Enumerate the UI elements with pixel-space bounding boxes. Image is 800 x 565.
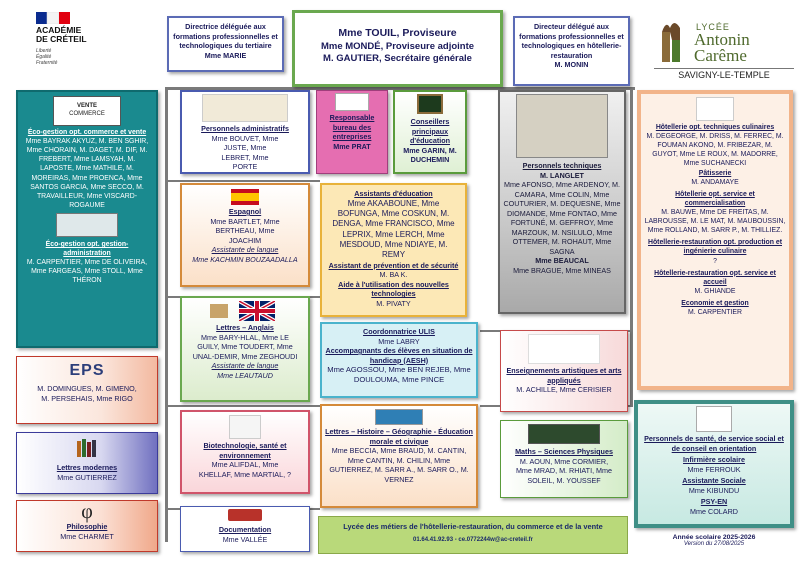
aesh-title: Accompagnants des élèves en situation de handicap (AESH): [325, 346, 473, 365]
admin-names: Mme BOUVET, Mme JUSTE, Mme LEBRET, Mme PORTE: [211, 133, 279, 171]
cpe-box: [393, 90, 467, 174]
hotel-production-title: Hôtellerie-restauration opt. production et ingénierie culinaire: [648, 239, 782, 256]
phi-icon: φ: [81, 501, 93, 523]
footer-title: Lycée des métiers de l'hôtellerie-restauration, du commerce et de la vente: [343, 522, 603, 531]
version-label: Version du 27/08/2025: [683, 541, 745, 547]
anglais-assistante-title: Assistante de langue: [211, 361, 279, 370]
sante-title: Personnels de santé, de service social et de conseil en orientation: [644, 434, 784, 453]
footer-banner: [318, 516, 628, 554]
documentation-title: Documentation: [218, 525, 272, 534]
lettres-histoire-box: [320, 404, 478, 508]
espagnol-box: [180, 183, 310, 287]
hotel-service-names: M. BAUWE, Mme DE FREITAS, M. LABROUSSE, M. LE MAT, M. MAUBOUSSIN, Mme ROLLAND, M. SARR P., M. THILLIEZ.: [644, 208, 786, 235]
documentation-box: [180, 506, 310, 552]
hotel-accueil-title: Hôtellerie-restauration opt. service et accueil: [654, 269, 776, 286]
lycee-label: LYCÉE: [696, 22, 730, 32]
connector-line: [630, 87, 633, 407]
doctor-icon: [696, 406, 732, 432]
handshake-icon: [335, 93, 369, 111]
directrice-tertiaire-box: [167, 16, 284, 72]
lycee-name-last: Carême: [694, 46, 747, 65]
infirmiere-title: Infirmière scolaire: [683, 455, 745, 464]
patisserie-title: Pâtisserie: [698, 169, 732, 177]
maths-title: Maths – Sciences Physiques: [515, 447, 613, 456]
anglais-title: Lettres – Anglais: [216, 323, 274, 332]
hotel-service-title: Hôtellerie opt. service et commercialisation: [675, 190, 755, 207]
ecogestion-gestion-names: M. CARPENTIER, Mme DE OLIVEIRA, Mme FARGEAS, Mme STOLL, Mme THÉRON: [26, 259, 148, 285]
biotech-names: Mme ALIFDAL, Mme KHELLAF, Mme MARTIAL, ?: [198, 460, 292, 479]
bureau-entreprises-box: [316, 90, 388, 174]
hotel-production-names: ?: [713, 257, 717, 265]
lycee-city: SAVIGNY-LE-TEMPLE: [654, 68, 794, 80]
directeur-name: M. MONIN: [554, 60, 589, 69]
arts-names: M. ACHILLE, Mme CERISIER: [516, 385, 612, 394]
directeur-hotellerie-box: [513, 16, 630, 86]
microscope-icon: [229, 415, 261, 439]
directeur-title: Directeur délégué aux formations professionnelles et technologiques en hôtellerie-restauration: [519, 22, 624, 60]
hotel-accueil-names: M. GHIANDE: [694, 287, 736, 295]
philosophie-names: Mme CHARMET: [60, 531, 114, 541]
espagnol-assistante-name: Mme KACHMIN BOUZAADALLA: [192, 254, 298, 264]
lycee-name-first: Antonin: [694, 30, 750, 49]
aed-box: [320, 183, 467, 317]
admin-box: [180, 90, 310, 174]
annee-label: Année scolaire 2025-2026: [672, 534, 756, 541]
blackboard-icon: [417, 94, 443, 114]
eps-box: [16, 356, 158, 424]
aesh-names: Mme AGOSSOU, Mme BEN REJEB, Mme DOULOUMA, Mme PINCE: [327, 365, 471, 385]
tice-names: M. PIVATY: [376, 298, 411, 308]
patisserie-names: M. ANDAMAYE: [691, 178, 739, 186]
annee-scolaire: [634, 534, 794, 547]
globe-icon: [375, 409, 423, 425]
direction-box: [292, 10, 503, 87]
anglais-names: Mme BARY-HLAL, Mme LE GUILY, Mme TOUDERT, Mme UNAL-DEMIR, Mme ZEGHOUDI: [192, 332, 298, 361]
academie-name: ACADÉMIE DE CRÉTEIL: [36, 25, 87, 45]
anglais-box: [180, 296, 310, 402]
espagnol-assistante-title: Assistante de langue: [211, 245, 279, 254]
philosophie-box: [16, 500, 158, 552]
cpe-names: Mme GARIN, M. DUCHEMIN: [403, 145, 457, 164]
lettres-modernes-box: [16, 432, 158, 494]
ulis-title: Coordonnatrice ULIS: [363, 327, 435, 336]
hotel-culinaires-names: M. DEGEORGE, M. DRISS, M. FERREC, M. FOUMAN AKONO, M. FRIBEZAR, M. GUYOT, Mme LE ROUX, M. MADORRE, Mme SUCHANECKI: [646, 133, 784, 168]
biotech-title: Biotechnologie, santé et environnement: [203, 441, 287, 460]
palette-icon: [528, 334, 600, 364]
book-icon: [228, 509, 262, 521]
philosophie-title: Philosophie: [66, 522, 108, 531]
lettres-histoire-title: Lettres – Histoire – Géographie - Éducation morale et civique: [325, 427, 473, 446]
uk-flag-icon: [239, 301, 275, 321]
lycee-logo: [654, 12, 794, 80]
eps-logo: EPS: [69, 362, 105, 379]
office-icon: [202, 94, 288, 122]
assistante-sociale-title: Assistante Sociale: [682, 476, 746, 485]
eps-names: M. DOMINGUES, M. GIMENO, M. PERSEHAIS, Mme RIGO: [37, 384, 137, 403]
techniques-chef: M. LANGLET: [540, 170, 584, 180]
books-icon: [210, 304, 228, 318]
aed-title: Assistants d'éducation: [354, 189, 433, 198]
techniques-names2: Mme BRAGUE, Mme MINEAS: [513, 265, 611, 275]
spain-flag-icon: [231, 189, 259, 205]
directrice-name: Mme MARIE: [204, 50, 247, 60]
economie-gestion-title: Economie et gestion: [681, 299, 749, 307]
aps-title: Assistant de prévention et de sécurité: [328, 260, 459, 270]
connector-line: [168, 180, 320, 182]
ecogestion-gestion-title: Éco-gestion opt. gestion-administration: [45, 240, 129, 258]
techniques-names: Mme AFONSO, Mme ARDENOY, M. CAMARA, Mme COLIN, Mme COUTURIER, M. DEQUESNE, Mme DIOMANDE, Mme FONTAO, Mme FORTUNÉ, M. GEFFROY, Mme MARZOUK, M. NSILULO, Mme OTTEMER, M. ROHAUT, Mme SAGNA: [503, 180, 621, 256]
biotech-box: [180, 410, 310, 494]
techniques-box: [498, 90, 626, 314]
ecogestion-box: [16, 90, 158, 348]
sante-box: [634, 400, 794, 528]
academie-logo: [36, 12, 126, 74]
economie-gestion-names: M. CARPENTIER: [688, 309, 742, 317]
documentation-names: Mme VALLÉE: [222, 534, 268, 544]
marianne-icon: [36, 12, 70, 24]
psy-en-title: PSY-EN: [700, 497, 728, 506]
chef-icon: [696, 97, 734, 121]
gestion-icon: [56, 213, 118, 237]
academie-motto: Liberté Égalité Fraternité: [36, 48, 58, 66]
ecogestion-commerce-names: Mme BAYRAK AKYUZ, M. BEN SGHIR, Mme CHORAIN, M. DAGET, M. DIF, M. FREBERT, Mme LAMSYAH, M. LAPOSTE, Mme MATHILE, M. MOREIRAS, Mme PROENCA, Mme SANTOS GARCIA, Mme SECCO, M. TRAVAILLEUR, Mme VISCARD-ROGAUME: [25, 138, 149, 209]
espagnol-names: Mme BARTLET, Mme BERTHEAU, Mme JOACHIM: [210, 216, 280, 245]
hotellerie-box: [637, 90, 793, 390]
techniques-title: Personnels techniques: [522, 161, 602, 170]
hotel-culinaires-title: Hôtellerie opt. techniques culinaires: [655, 124, 775, 131]
tice-title: Aide à l'utilisation des nouvelles technologies: [338, 279, 449, 299]
lettres-modernes-names: Mme GUTIERREZ: [57, 472, 117, 482]
footer-contact: 01.64.41.92.93 - ce.0772244w@ac-creteil.fr: [413, 536, 533, 543]
proviseure-adjointe: Mme MONDÉ, Proviseure adjointe: [320, 40, 475, 52]
bureau-entreprises-name: Mme PRAT: [333, 141, 371, 151]
lettres-modernes-title: Lettres modernes: [56, 463, 118, 472]
vente-commerce-logo: VENTE COMMERCE: [53, 96, 121, 126]
connector-line: [168, 405, 320, 407]
techniques-chef2: Mme BEAUCAL: [535, 256, 589, 265]
arts-box: [500, 330, 628, 412]
directrice-title: Directrice déléguée aux formations professionnelles et technologiques du tertiaire: [173, 22, 278, 50]
admin-title: Personnels administratifs: [201, 124, 289, 133]
lettres-histoire-names: Mme BECCIA, Mme BRAUD, M. CANTIN, Mme CANTIN, M. CHILIN, Mme GUTIERREZ, M. SARR A., M. SARR O., M. VERNEZ: [329, 446, 469, 484]
ulis-names: Mme LABRY: [378, 336, 420, 346]
psy-en-name: Mme COLARD: [690, 506, 738, 516]
infirmiere-name: Mme FERROUK: [687, 464, 741, 474]
blackboard-icon: [528, 424, 600, 444]
connector-line: [165, 87, 168, 542]
assistante-sociale-name: Mme KIBUNDU: [688, 485, 740, 495]
books-icon: [75, 437, 99, 459]
kitchen-icon: [516, 94, 608, 158]
maths-names: M. AOUN, Mme CORMIER, Mme MRAD, M. RHIATI, Mme SOLEIL, M. YOUSSEF: [515, 456, 613, 485]
ulis-box: [320, 322, 478, 398]
proviseure: Mme TOUIL, Proviseure: [338, 27, 457, 39]
aps-names: M. BA K.: [379, 270, 408, 280]
anglais-assistante-name: Mme LEAUTAUD: [217, 370, 273, 380]
espagnol-title: Espagnol: [228, 207, 262, 216]
cpe-title: Conseillers principaux d'éducation: [409, 117, 451, 145]
ecogestion-commerce-title: Éco-gestion opt. commerce et vente: [27, 129, 147, 136]
chef-hat-icon: [660, 16, 682, 64]
maths-box: [500, 420, 628, 498]
arts-title: Enseignements artistiques et arts appliqués: [506, 366, 622, 385]
aed-names: Mme AKAABOUNE, Mme BOFUNGA, Mme COSKUN, M. DENGA, Mme FRANCISCO, Mme LEPRIX, Mme LERCH, Mme MESDOUD, Mme NDIAYE, M. REMY: [332, 198, 455, 260]
bureau-entreprises-title: Responsable bureau des entreprises: [329, 113, 375, 141]
secretaire-generale: M. GAUTIER, Secrétaire générale: [323, 53, 472, 65]
